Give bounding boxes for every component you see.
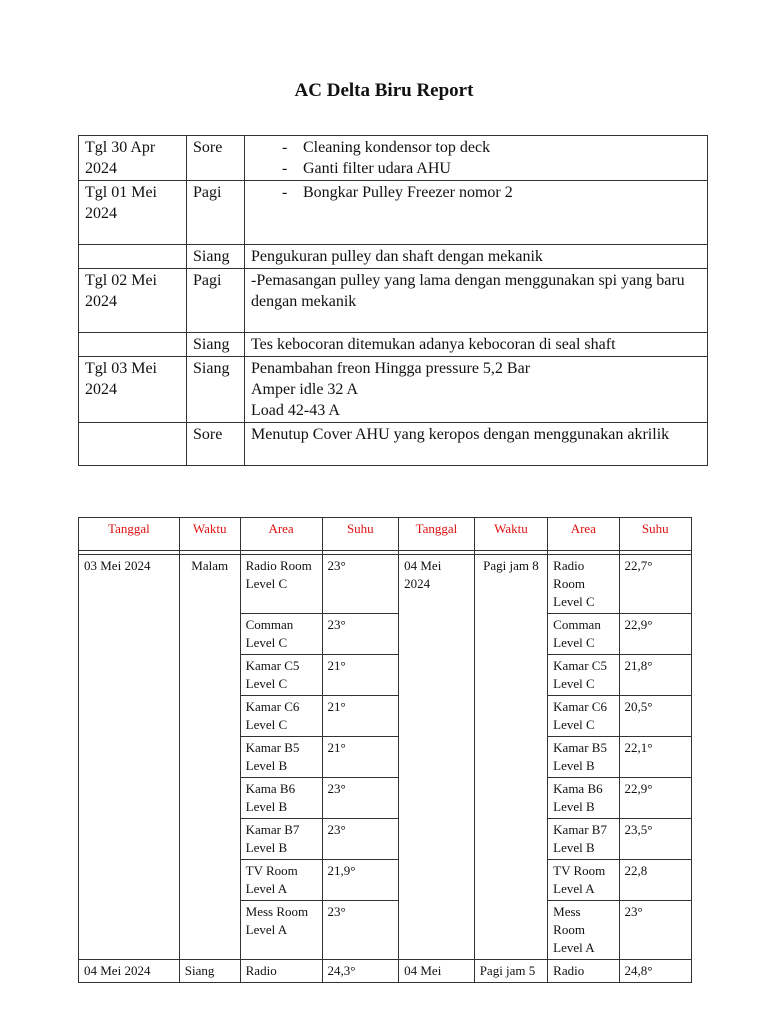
header-area: Area — [240, 518, 322, 551]
report-row — [79, 136, 708, 181]
temperature-table — [78, 517, 692, 983]
row-date: 04 Mei 2024 — [399, 555, 475, 960]
row-area: Kamar C5 Level C — [240, 655, 322, 696]
row-date: 04 Mei 2024 — [79, 960, 180, 983]
row-temperature: 24,8° — [619, 960, 691, 983]
header-area: Area — [548, 518, 619, 551]
row-temperature: 22,9° — [619, 614, 691, 655]
report-activity — [245, 181, 708, 245]
row-temperature: 21,8° — [619, 655, 691, 696]
report-row — [79, 181, 708, 245]
row-temperature: 22,8 — [619, 860, 691, 901]
row-temperature: 23,5° — [619, 819, 691, 860]
row-temperature: 24,3° — [322, 960, 399, 983]
report-activity: Tes kebocoran ditemukan adanya kebocoran di seal shaft — [245, 333, 708, 357]
report-activity — [245, 136, 708, 181]
row-area: Kamar C6 Level C — [548, 696, 619, 737]
report-date — [79, 423, 187, 466]
temperature-header-row — [79, 518, 692, 551]
activity-item: - Bongkar Pulley Freezer nomor 2 — [251, 182, 701, 203]
row-area: Radio — [240, 960, 322, 983]
row-temperature: 21° — [322, 696, 399, 737]
row-area: Kama B6 Level B — [240, 778, 322, 819]
row-date: 04 Mei — [399, 960, 475, 983]
temperature-row — [79, 555, 692, 614]
report-row — [79, 245, 708, 269]
row-temperature: 20,5° — [619, 696, 691, 737]
report-activity: Menutup Cover AHU yang keropos dengan menggunakan akrilik — [245, 423, 708, 466]
row-temperature: 21,9° — [322, 860, 399, 901]
row-temperature: 22,7° — [619, 555, 691, 614]
report-date: Tgl 03 Mei 2024 — [79, 357, 187, 423]
row-temperature: 23° — [322, 819, 399, 860]
report-shift: Siang — [187, 245, 245, 269]
report-date: Tgl 01 Mei 2024 — [79, 181, 187, 245]
row-area: TV Room Level A — [240, 860, 322, 901]
report-date — [79, 245, 187, 269]
row-area: Kamar C5 Level C — [548, 655, 619, 696]
report-shift: Pagi — [187, 269, 245, 333]
activity-item: - Cleaning kondensor top deck — [251, 137, 701, 158]
report-activity: Pengukuran pulley dan shaft dengan mekanik — [245, 245, 708, 269]
report-row — [79, 423, 708, 466]
row-area: Kamar B5 Level B — [240, 737, 322, 778]
row-temperature: 23° — [322, 555, 399, 614]
row-area: Kamar B7 Level B — [548, 819, 619, 860]
header-waktu: Waktu — [179, 518, 240, 551]
report-row — [79, 333, 708, 357]
row-area: Radio Room Level C — [548, 555, 619, 614]
report-shift: Siang — [187, 357, 245, 423]
row-temperature: 22,1° — [619, 737, 691, 778]
header-waktu: Waktu — [474, 518, 547, 551]
report-date: Tgl 30 Apr 2024 — [79, 136, 187, 181]
row-area: Radio Room Level C — [240, 555, 322, 614]
row-area: Mess Room Level A — [548, 901, 619, 960]
row-temperature: 23° — [322, 901, 399, 960]
report-activity: -Pemasangan pulley yang lama dengan menggunakan spi yang baru dengan mekanik — [245, 269, 708, 333]
header-suhu: Suhu — [322, 518, 399, 551]
header-tanggal: Tanggal — [399, 518, 475, 551]
row-area: Kama B6 Level B — [548, 778, 619, 819]
row-area: Comman Level C — [548, 614, 619, 655]
temperature-row — [79, 960, 692, 983]
row-time: Malam — [179, 555, 240, 960]
row-area: Radio — [548, 960, 619, 983]
row-area: TV Room Level A — [548, 860, 619, 901]
activity-item: - Ganti filter udara AHU — [251, 158, 701, 179]
report-activity — [245, 357, 708, 423]
activity-line: Amper idle 32 A — [251, 381, 359, 398]
report-shift: Sore — [187, 136, 245, 181]
row-time: Pagi jam 5 — [474, 960, 547, 983]
header-suhu: Suhu — [619, 518, 691, 551]
header-tanggal: Tanggal — [79, 518, 180, 551]
row-temperature: 21° — [322, 655, 399, 696]
activity-line: Load 42-43 A — [251, 402, 340, 419]
row-area: Kamar C6 Level C — [240, 696, 322, 737]
report-shift: Sore — [187, 423, 245, 466]
report-row — [79, 357, 708, 423]
row-area: Kamar B5 Level B — [548, 737, 619, 778]
row-time: Siang — [179, 960, 240, 983]
report-shift: Pagi — [187, 181, 245, 245]
row-date: 03 Mei 2024 — [79, 555, 180, 960]
row-temperature: 23° — [619, 901, 691, 960]
report-date: Tgl 02 Mei 2024 — [79, 269, 187, 333]
row-area: Mess Room Level A — [240, 901, 322, 960]
report-row — [79, 269, 708, 333]
row-area: Kamar B7 Level B — [240, 819, 322, 860]
activity-report-table — [78, 135, 708, 466]
page-title: AC Delta Biru Report — [294, 80, 474, 101]
activity-line: Penambahan freon Hingga pressure 5,2 Bar — [251, 360, 531, 377]
report-date — [79, 333, 187, 357]
row-temperature: 23° — [322, 614, 399, 655]
row-temperature: 22,9° — [619, 778, 691, 819]
row-temperature: 23° — [322, 778, 399, 819]
row-area: Comman Level C — [240, 614, 322, 655]
row-time: Pagi jam 8 — [474, 555, 547, 960]
row-temperature: 21° — [322, 737, 399, 778]
report-shift: Siang — [187, 333, 245, 357]
